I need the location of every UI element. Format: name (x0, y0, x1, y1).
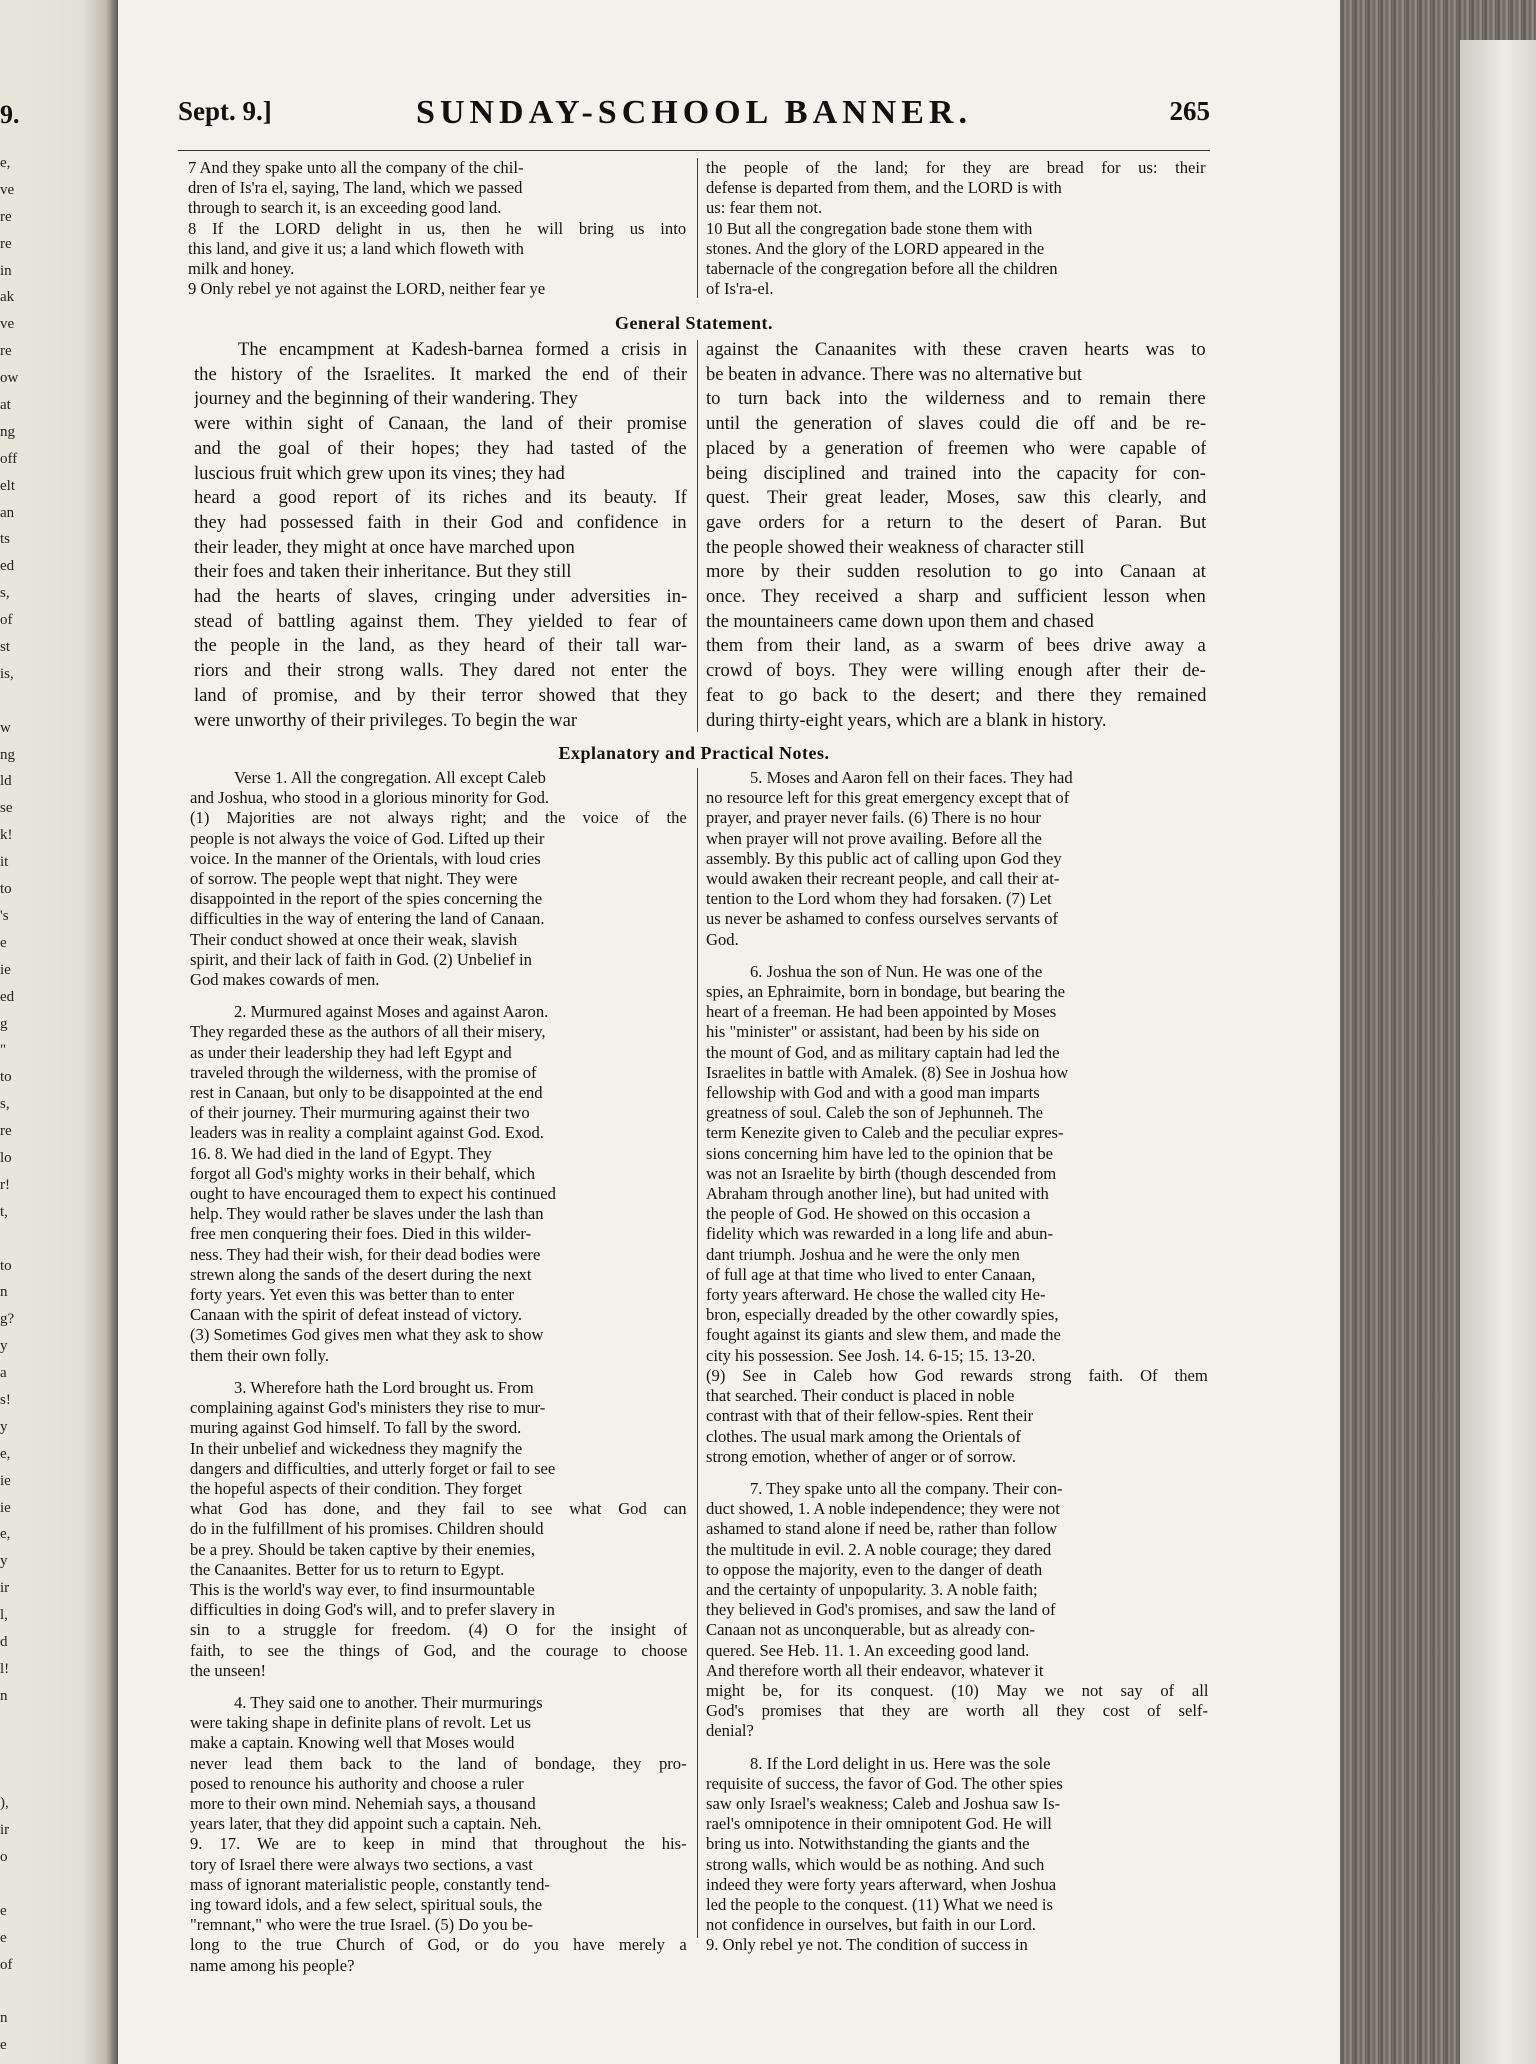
previous-page-line-fragment: of (0, 612, 13, 629)
statement-line: stead of battling against them. They yielded to fear of (194, 610, 687, 632)
note-line: sin to a struggle for freedom. (4) O for the insight of (190, 1620, 687, 1640)
column-divider (697, 158, 698, 298)
previous-page-line-fragment: to (0, 1069, 12, 1086)
previous-page-line-fragment: to (0, 1257, 12, 1274)
note-line: and Joshua, who stood in a glorious minority for God. (190, 788, 550, 808)
note-line: This is the world's way ever, to find insurmountable (190, 1579, 535, 1599)
previous-page-line-fragment: g? (0, 1311, 15, 1328)
note-line: assembly. By this public act of calling upon God they (706, 848, 1062, 868)
note-line: name among his people? (190, 1955, 355, 1975)
note-line: that searched. Their conduct is placed in noble (706, 1386, 1015, 1406)
previous-page-line-fragment: is, (0, 665, 14, 682)
note-line: ing toward idols, and a few select, spiritual souls, the (190, 1894, 543, 1914)
note-line: of full age at that time who lived to enter Canaan, (706, 1264, 1036, 1284)
previous-page-line-fragment (0, 1737, 24, 1764)
note-paragraph (190, 1378, 687, 1681)
previous-page-line-fragment: se (0, 800, 13, 817)
scripture-line: us: fear them not. (706, 198, 823, 218)
note-line: muring against God himself. To fall by the sword. (190, 1418, 522, 1438)
previous-page-line-fragment: elt (0, 477, 15, 494)
note-line: city his possession. See Josh. 14. 6-15; 15. 13-20. (706, 1345, 1036, 1365)
note-line: be a prey. Should be taken captive by their enemies, (190, 1539, 535, 1559)
note-line: of their journey. Their murmuring against their two (190, 1103, 530, 1123)
note-line: duct showed, 1. A noble independence; they were not (706, 1499, 1060, 1519)
note-line: the Canaanites. Better for us to return to Egypt. (190, 1559, 505, 1579)
previous-page-line-fragment: ed (0, 988, 15, 1005)
note-line: They regarded these as the authors of all their misery, (190, 1022, 546, 1042)
previous-page-line-fragment: at (0, 397, 11, 414)
previous-page-line-endings (0, 150, 24, 2059)
note-line: Their conduct showed at once their weak, slavish (190, 929, 518, 949)
previous-page-line-fragment: an (0, 504, 15, 521)
statement-line: crowd of boys. They were willing enough after their de- (706, 660, 1206, 682)
scripture-line: the people of the land; for they are bread for us: their (706, 158, 1206, 177)
note-line: Canaan not as unconquerable, but as already con- (706, 1620, 1035, 1640)
note-line: as under their leadership they had left Egypt and (190, 1042, 512, 1062)
scripture-line: milk and honey. (188, 259, 295, 279)
previous-page-line-fragment: y (0, 1418, 8, 1435)
note-line: prayer, and prayer never fails. (6) There is no hour (706, 808, 1041, 828)
note-line: 6. Joshua the son of Nun. He was one of the (750, 961, 1043, 981)
note-line: sions concerning him have led to the opinion that be (706, 1143, 1054, 1163)
previous-page-line-fragment: st (0, 639, 11, 656)
scripture-line: defense is departed from them, and the LORD is with (706, 178, 1062, 198)
note-line: Abraham through another line), but had united with (706, 1184, 1049, 1204)
page-block-edge (1460, 40, 1536, 2064)
scripture-line: 7 And they spake unto all the company of the chil- (188, 158, 524, 177)
statement-line: once. They received a sharp and sufficient lesson when (706, 586, 1206, 608)
previous-page-line-fragment (0, 1710, 24, 1737)
note-line: help. They would rather be slaves under the lash than (190, 1204, 544, 1224)
statement-line: The encampment at Kadesh-barnea formed a crisis in (238, 339, 687, 360)
note-line: greatness of soul. Caleb the son of Jephunneh. The (706, 1103, 1044, 1123)
note-line: ness. They had their wish, for their dead bodies were (190, 1244, 541, 1264)
note-line: 3. Wherefore hath the Lord brought us. From (234, 1377, 534, 1397)
note-line: complaining against God's ministers they rise to mur- (190, 1398, 546, 1418)
note-line: do in the fulfillment of his promises. Children should (190, 1519, 544, 1539)
notes-left-column (190, 768, 687, 1976)
statement-line: more by their sudden resolution to go into Canaan at (706, 561, 1206, 583)
note-line: leaders was in reality a complaint against God. Exod. (190, 1123, 544, 1143)
previous-page-line-fragment: to (0, 881, 12, 898)
previous-page-line-fragment: lo (0, 1149, 12, 1166)
scripture-left-column (188, 158, 686, 299)
note-line: of sorrow. The people wept that night. They were (190, 869, 518, 889)
previous-page-line-fragment: r! (0, 1176, 10, 1193)
previous-page-line-fragment: s, (0, 1096, 10, 1113)
note-line: dant triumph. Joshua and he were the only men (706, 1244, 1020, 1264)
previous-page-line-fragment: e (0, 1902, 7, 1919)
scripture-right-column (706, 158, 1206, 299)
header-page-number: 265 (1169, 96, 1210, 126)
statement-line: land of promise, and by their terror showed that they (194, 684, 687, 706)
previous-page-line-fragment: d (0, 1633, 8, 1650)
note-line: And therefore worth all their endeavor, whatever it (706, 1660, 1044, 1680)
note-line: 4. They said one to another. Their murmurings (234, 1692, 543, 1712)
previous-page-line-fragment: re (0, 1123, 12, 1140)
note-line: forty years afterward. He chose the walled city He- (706, 1285, 1046, 1305)
previous-page-line-fragment: a (0, 1365, 7, 1382)
previous-page-line-fragment: w (0, 719, 11, 736)
statement-line: the people showed their weakness of character still (706, 536, 1085, 558)
statement-line: the people in the land, as they heard of their tall war- (194, 635, 687, 657)
note-line: Verse 1. All the congregation. All except Caleb (234, 768, 546, 787)
note-line: would awaken their recreant people, and call their at- (706, 869, 1060, 889)
header-date: Sept. 9.] (178, 96, 272, 126)
previous-page-line-fragment: e, (0, 1526, 11, 1543)
statement-line: during thirty-eight years, which are a blank in history. (706, 709, 1107, 731)
previous-page-line-fragment: n (0, 1687, 8, 1704)
note-line: and the certainty of unpopularity. 3. A noble faith; (706, 1579, 1038, 1599)
note-line: fellowship with God and with a good man imparts (706, 1083, 1040, 1103)
previous-page-line-fragment: e, (0, 1445, 11, 1462)
book-spine-edge (1340, 0, 1536, 2064)
note-line: the people of God. He showed on this occasion a (706, 1204, 1031, 1224)
note-line: God. (706, 929, 739, 949)
statement-line: them from their land, as a swarm of bees drive away a (706, 635, 1206, 657)
general-statement-left-column (194, 338, 687, 733)
note-line: spirit, and their lack of faith in God. (2) Unbelief in (190, 949, 532, 969)
previous-page-line-fragment (0, 1226, 24, 1253)
previous-page-line-fragment: l! (0, 1660, 10, 1677)
note-line: (9) See in Caleb how God rewards strong faith. Of them (706, 1365, 1208, 1385)
note-line: was not an Israelite by birth (though descended from (706, 1163, 1057, 1183)
header-title: SUNDAY-SCHOOL BANNER. (416, 94, 972, 131)
note-paragraph (190, 1693, 687, 1976)
note-line: contrast with that of their fellow-spies. Rent their (706, 1406, 1034, 1426)
note-line: term Kenezite given to Caleb and the peculiar expres- (706, 1123, 1064, 1143)
note-line: 5. Moses and Aaron fell on their faces. They had (750, 768, 1073, 787)
previous-page-line-fragment: t, (0, 1203, 8, 1220)
previous-page-line-fragment: s! (0, 1391, 11, 1408)
statement-line: they had possessed faith in their God and confidence in (194, 511, 687, 533)
note-line: when prayer will not prove availing. Before all the (706, 828, 1042, 848)
previous-page-line-fragment: ie (0, 1499, 11, 1516)
note-paragraph (190, 1002, 687, 1366)
statement-line: had the hearts of slaves, cringing under adversities in- (194, 586, 687, 608)
previous-page-line-fragment: ak (0, 289, 15, 306)
note-line: were taking shape in definite plans of revolt. Let us (190, 1713, 531, 1733)
previous-page-line-fragment: ve (0, 181, 15, 198)
note-line: 9. 17. We are to keep in mind that throughout the his- (190, 1834, 687, 1854)
note-line: (3) Sometimes God gives men what they ask to show (190, 1325, 544, 1345)
note-line: dangers and difficulties, and utterly forget or fail to see (190, 1458, 556, 1478)
previous-page-line-fragment (0, 1763, 24, 1790)
note-line: years later, that they did appoint such a captain. Neh. (190, 1814, 542, 1834)
previous-page-line-fragment: ie (0, 961, 11, 978)
statement-line: gave orders for a return to the desert of Paran. But (706, 511, 1206, 533)
previous-page-line-fragment: e (0, 2037, 7, 2054)
previous-page-line-fragment: of (0, 1956, 13, 1973)
note-line: God makes cowards of men. (190, 970, 380, 990)
note-line: long to the true Church of God, or do you have merely a (190, 1935, 687, 1955)
column-divider (697, 340, 698, 732)
previous-page-line-fragment: ow (0, 370, 19, 387)
note-line: they believed in God's promises, and saw the land of (706, 1600, 1056, 1620)
scripture-line: this land, and give it us; a land which floweth with (188, 238, 524, 258)
previous-page-line-fragment (0, 688, 24, 715)
note-line: fidelity which was rewarded in a long life and abun- (706, 1224, 1053, 1244)
scripture-line: dren of Is'ra el, saying, The land, which we passed (188, 178, 523, 198)
note-line: no resource left for this great emergency except that of (706, 788, 1070, 808)
statement-line: to turn back into the wilderness and to remain there (706, 388, 1206, 410)
note-line: free men conquering their foes. Died in this wilder- (190, 1224, 532, 1244)
previous-page-line-fragment: l, (0, 1607, 8, 1624)
note-line: forgot all God's mighty works in their behalf, which (190, 1163, 536, 1183)
previous-page-line-fragment: ie (0, 1472, 11, 1489)
statement-line: against the Canaanites with these craven hearts was to (706, 339, 1206, 360)
statement-line: journey and the beginning of their wandering. They (194, 388, 578, 410)
note-line: disappointed in the report of the spies concerning the (190, 889, 543, 909)
note-line: the unseen! (190, 1660, 267, 1680)
statement-line: heard a good report of its riches and its beauty. If (194, 487, 687, 509)
previous-page-line-fragment: ng (0, 423, 15, 440)
note-line: the hopeful aspects of their condition. They forget (190, 1478, 523, 1498)
note-line: tory of Israel there were always two sections, a vast (190, 1854, 533, 1874)
previous-page-line-fragment (0, 1979, 24, 2006)
previous-page-line-fragment: ir (0, 1822, 10, 1839)
note-line: clothes. The usual mark among the Orientals of (706, 1426, 1021, 1446)
note-line: what God has done, and they fail to see what God can (190, 1499, 687, 1519)
note-line: "remnant," who were the true Israel. (5) Do you be- (190, 1915, 533, 1935)
note-line: ought to have encouraged them to expect his continued (190, 1184, 556, 1204)
statement-line: were unworthy of their privileges. To begin the war (194, 709, 578, 731)
note-line: denial? (706, 1721, 754, 1741)
previous-page-number: 9. (0, 100, 20, 129)
note-line: mass of ignorant materialistic people, constantly tend- (190, 1874, 550, 1894)
note-line: voice. In the manner of the Orientals, with loud cries (190, 848, 541, 868)
note-line: bring us into. Notwithstanding the giants and the (706, 1834, 1030, 1854)
note-paragraph (190, 768, 687, 990)
note-line: ashamed to stand alone if need be, rather than follow (706, 1519, 1058, 1539)
note-line: people is not always the voice of God. Lifted up their (190, 828, 545, 848)
previous-page-line-fragment: e (0, 934, 7, 951)
general-statement-right-column (706, 338, 1206, 733)
note-line: tention to the Lord whom they had forsaken. (7) Let (706, 889, 1052, 909)
previous-page-line-fragment: ts (0, 531, 11, 548)
previous-page-line-fragment: re (0, 208, 12, 225)
previous-page-line-fragment (0, 1871, 24, 1898)
note-line: Canaan with the spirit of defeat instead of victory. (190, 1305, 523, 1325)
statement-line: placed by a generation of freemen who were capable of (706, 437, 1206, 459)
statement-line: be beaten in advance. There was no alternative but (706, 363, 1083, 385)
scripture-line: 9 Only rebel ye not against the LORD, neither fear ye (188, 279, 546, 299)
note-line: difficulties in the way of entering the land of Canaan. (190, 909, 545, 929)
previous-page-line-fragment: e (0, 1929, 7, 1946)
note-line: traveled through the wilderness, with the promise of (190, 1062, 537, 1082)
note-line: not confidence in ourselves, but faith in our Lord. (706, 1915, 1036, 1935)
scripture-line: of Is'ra-el. (706, 279, 774, 299)
column-divider (697, 768, 698, 1938)
previous-page-line-fragment: s, (0, 585, 10, 602)
previous-page-line-fragment: re (0, 343, 12, 360)
previous-page-line-fragment: " (0, 1042, 7, 1059)
note-line: the mount of God, and as military captain had led the (706, 1042, 1060, 1062)
note-line: fought against its giants and slew them, and made the (706, 1325, 1061, 1345)
note-line: 8. If the Lord delight in us. Here was the sole (750, 1753, 1051, 1773)
note-line: posed to renounce his authority and choose a ruler (190, 1773, 524, 1793)
statement-line: and the goal of their hopes; they had tasted of the (194, 437, 687, 459)
note-line: heart of a freeman. He had been appointed by Moses (706, 1002, 1057, 1022)
note-line: difficulties in doing God's will, and to prefer slavery in (190, 1600, 555, 1620)
previous-page-line-fragment: y (0, 1338, 8, 1355)
previous-page-line-fragment: off (0, 450, 18, 467)
note-line: might be, for its conquest. (10) May we not say of all (706, 1680, 1208, 1700)
note-line: strong emotion, whether of anger or of sorrow. (706, 1446, 1016, 1466)
note-line: God's promises that they are worth all they cost of self- (706, 1701, 1208, 1721)
note-line: Israelites in battle with Amalek. (8) See in Joshua how (706, 1062, 1069, 1082)
note-line: spies, an Ephraimite, born in bondage, but bearing the (706, 982, 1065, 1002)
statement-line: riors and their strong walls. They dared not enter the (194, 660, 687, 682)
note-line: 16. 8. We had died in the land of Egypt. They (190, 1143, 492, 1163)
note-line: never lead them back to the land of bondage, they pro- (190, 1753, 687, 1773)
previous-page-edge (0, 0, 118, 2064)
note-paragraph (706, 1754, 1208, 1956)
previous-page-line-fragment: g (0, 1015, 8, 1032)
statement-line: their leader, they might at once have marched upon (194, 536, 575, 558)
running-header (178, 90, 1210, 140)
note-paragraph (706, 768, 1208, 950)
note-line: led the people to the conquest. (11) What we need is (706, 1894, 1053, 1914)
note-line: (1) Majorities are not always right; and the voice of the (190, 808, 687, 828)
note-line: us never be ashamed to confess ourselves servants of (706, 909, 1059, 929)
header-rule (178, 150, 1210, 151)
statement-line: luscious fruit which grew upon its vines; they had (194, 462, 565, 484)
note-line: to oppose the majority, even to the danger of death (706, 1559, 1043, 1579)
note-line: bron, especially dreaded by the other cowardly spies, (706, 1305, 1059, 1325)
note-paragraph (706, 1479, 1208, 1742)
statement-line: feat to go back to the desert; and there they remained (706, 684, 1206, 706)
note-line: rest in Canaan, but only to be disappointed at the end (190, 1083, 543, 1103)
note-line: 9. Only rebel ye not. The condition of success in (706, 1935, 1028, 1955)
statement-line: quest. Their great leader, Moses, saw this clearly, and (706, 487, 1206, 509)
scripture-line: through to search it, is an exceeding good land. (188, 198, 502, 218)
note-line: saw only Israel's weakness; Caleb and Joshua saw Is- (706, 1793, 1061, 1813)
note-line: In their unbelief and wickedness they magnify the (190, 1438, 523, 1458)
previous-page-line-fragment: ir (0, 1580, 10, 1597)
note-paragraph (706, 962, 1208, 1467)
note-line: 7. They spake unto all the company. Their con- (750, 1478, 1063, 1498)
previous-page-line-fragment: n (0, 1284, 8, 1301)
previous-page-line-fragment: ed (0, 558, 15, 575)
note-line: strewn along the sands of the desert during the next (190, 1264, 532, 1284)
previous-page-line-fragment: in (0, 262, 12, 279)
previous-page-line-fragment: n (0, 2010, 8, 2027)
general-statement-heading: General Statement. (615, 313, 773, 333)
notes-heading: Explanatory and Practical Notes. (558, 743, 830, 763)
scripture-line: tabernacle of the congregation before all the children (706, 259, 1058, 279)
previous-page-line-fragment: ), (0, 1795, 9, 1812)
note-line: rael's omnipotence in their omnipotent God. He will (706, 1814, 1052, 1834)
previous-page-line-fragment: it (0, 854, 9, 871)
statement-line: the mountaineers came down upon them and chased (706, 610, 1094, 632)
scripture-line: 8 If the LORD delight in us, then he will bring us into (188, 218, 686, 238)
statement-line: their foes and taken their inheritance. But they still (194, 561, 572, 583)
note-line: requisite of success, the favor of God. The other spies (706, 1773, 1063, 1793)
previous-page-line-fragment: 's (0, 907, 9, 924)
note-line: his "minister" or assistant, had been by his side on (706, 1022, 1040, 1042)
note-line: quered. See Heb. 11. 1. An exceeding good land. (706, 1640, 1030, 1660)
scripture-line: stones. And the glory of the LORD appeared in the (706, 238, 1045, 258)
previous-page-line-fragment: ng (0, 746, 15, 763)
note-line: 2. Murmured against Moses and against Aaron. (234, 1002, 549, 1022)
statement-line: were within sight of Canaan, the land of their promise (194, 413, 687, 435)
note-line: them their own folly. (190, 1345, 330, 1365)
previous-page-line-fragment: re (0, 235, 12, 252)
note-line: indeed they were forty years afterward, when Joshua (706, 1874, 1057, 1894)
scripture-line: 10 But all the congregation bade stone them with (706, 218, 1033, 238)
statement-line: until the generation of slaves could die off and be re- (706, 413, 1206, 435)
previous-page-line-fragment: o (0, 1849, 8, 1866)
previous-page-line-fragment: ve (0, 316, 15, 333)
previous-page-line-fragment: y (0, 1553, 8, 1570)
note-line: more to their own mind. Nehemiah says, a thousand (190, 1793, 536, 1813)
note-line: the multitude in evil. 2. A noble courage; they dared (706, 1539, 1052, 1559)
previous-page-line-fragment: k! (0, 827, 13, 844)
notes-right-column (706, 768, 1208, 1956)
note-line: strong walls, which would be as nothing. And such (706, 1854, 1045, 1874)
note-line: forty years. Yet even this was better than to enter (190, 1285, 514, 1305)
note-line: faith, to see the things of God, and the courage to choose (190, 1640, 687, 1660)
previous-page-line-fragment: e, (0, 155, 11, 171)
statement-line: being disciplined and trained into the capacity for con- (706, 462, 1206, 484)
previous-page-line-fragment: ld (0, 773, 12, 790)
note-line: make a captain. Knowing well that Moses would (190, 1733, 515, 1753)
statement-line: the history of the Israelites. It marked the end of their (194, 363, 687, 385)
